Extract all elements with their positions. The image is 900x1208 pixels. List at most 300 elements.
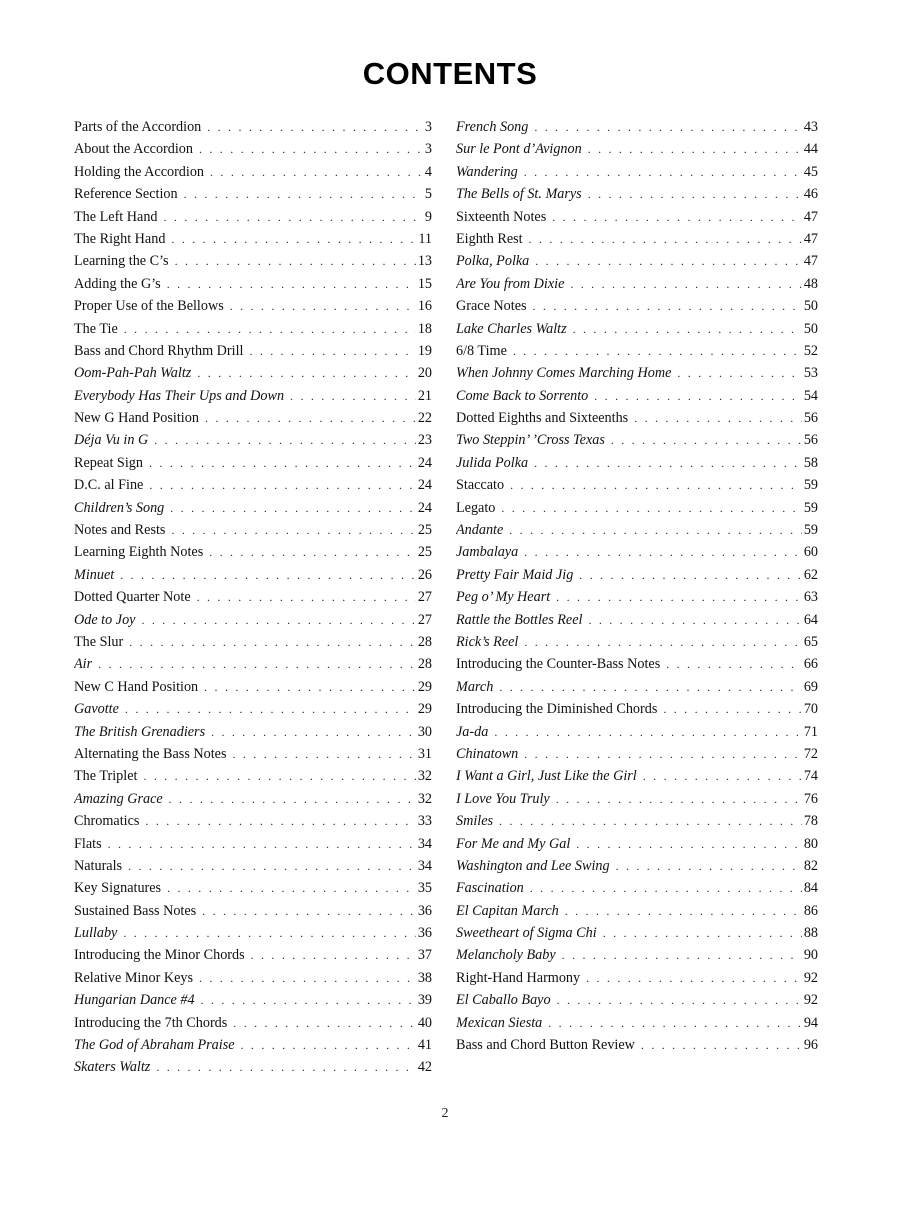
toc-entry-page: 62 (803, 566, 818, 583)
toc-entry-page: 72 (803, 745, 818, 762)
toc-entry-page: 32 (417, 790, 432, 807)
dot-leader (643, 765, 802, 787)
toc-entry-page: 24 (417, 499, 432, 516)
toc-entry-page: 29 (417, 701, 432, 718)
dot-leader (184, 183, 423, 205)
toc-entry (74, 318, 432, 340)
page-number: 2 (441, 1106, 449, 1121)
toc-entry-title: Reference Section (74, 186, 178, 203)
dot-leader (535, 250, 802, 272)
toc-entry (74, 452, 432, 474)
dot-leader (588, 138, 802, 160)
toc-entry-title: Andante (456, 522, 504, 539)
toc-entry-title: Everybody Has Their Ups and Down (74, 387, 285, 404)
toc-entry-title: New C Hand Position (74, 678, 199, 695)
toc-entry (74, 340, 432, 362)
toc-entry-page: 76 (803, 790, 818, 807)
toc-entry (456, 116, 818, 138)
toc-entry-title: Staccato (456, 477, 505, 494)
toc-entry-title: Eighth Rest (456, 230, 523, 247)
dot-leader (557, 989, 802, 1011)
toc-entry-title: Oom-Pah-Pah Waltz (74, 365, 192, 382)
toc-entry (74, 519, 432, 541)
toc-entry (456, 474, 818, 496)
dot-leader (524, 161, 802, 183)
toc-entry-page: 29 (417, 678, 432, 695)
toc-entry (456, 877, 818, 899)
dot-leader (149, 474, 415, 496)
toc-entry-page: 88 (803, 925, 818, 942)
toc-entry-title: Key Signatures (74, 880, 162, 897)
toc-entry (456, 944, 818, 966)
toc-entry-page: 13 (417, 253, 432, 270)
toc-entry-title: D.C. al Fine (74, 477, 144, 494)
dot-leader (634, 407, 802, 429)
toc-entry-page: 36 (417, 902, 432, 919)
toc-entry (456, 183, 818, 205)
toc-entry-title: The Bells of St. Marys (456, 186, 582, 203)
toc-entry-page: 94 (803, 1014, 818, 1031)
toc-entry-title: Sur le Pont d’Avignon (456, 141, 582, 158)
dot-leader (556, 586, 802, 608)
toc-entry-page: 43 (803, 119, 818, 135)
dot-leader (588, 183, 802, 205)
dot-leader (123, 922, 415, 944)
toc-entry-title: Mexican Siesta (456, 1014, 543, 1031)
toc-entry-page: 56 (803, 432, 818, 449)
toc-entry-page: 44 (803, 141, 818, 158)
dot-leader (209, 541, 416, 563)
toc-entry (456, 922, 818, 944)
dot-leader (573, 318, 802, 340)
dot-leader (510, 474, 802, 496)
dot-leader (207, 116, 423, 138)
toc-entry (74, 653, 432, 675)
toc-entry-title: Rick’s Reel (456, 633, 519, 650)
toc-entry-page: 64 (803, 611, 818, 628)
toc-entry-title: Rattle the Bottles Reel (456, 611, 583, 628)
dot-leader (524, 631, 801, 653)
toc-entry (74, 900, 432, 922)
toc-entry-title: Chromatics (74, 813, 140, 830)
toc-entry (456, 228, 818, 250)
dot-leader (677, 362, 801, 384)
toc-entry-title: Notes and Rests (74, 522, 166, 539)
toc-entry (456, 452, 818, 474)
toc-entry (456, 407, 818, 429)
dot-leader (666, 653, 802, 675)
toc-entry (456, 273, 818, 295)
toc-entry-page: 21 (417, 387, 432, 404)
dot-leader (249, 340, 415, 362)
toc-entry (456, 318, 818, 340)
toc-entry-title: Ode to Joy (74, 611, 136, 628)
dot-leader (141, 609, 415, 631)
toc-entry-page: 50 (803, 298, 818, 315)
dot-leader (529, 228, 802, 250)
toc-entry (74, 407, 432, 429)
toc-entry-title: Sixteenth Notes (456, 208, 547, 225)
dot-leader (167, 273, 416, 295)
dot-leader (616, 855, 802, 877)
dot-leader (197, 362, 416, 384)
dot-leader (641, 1034, 802, 1056)
toc-entry (74, 877, 432, 899)
toc-entry-page: 50 (803, 320, 818, 337)
toc-entry (74, 385, 432, 407)
toc-entry-page: 41 (417, 1037, 432, 1054)
toc-entry-title: French Song (456, 119, 529, 135)
dot-leader (233, 1012, 416, 1034)
dot-leader (210, 161, 423, 183)
toc-entry-title: March (456, 678, 494, 695)
toc-entry (456, 250, 818, 272)
toc-entry (74, 765, 432, 787)
dot-leader (149, 452, 416, 474)
toc-entry (456, 609, 818, 631)
toc-entry-title: Jambalaya (456, 544, 519, 561)
page-title: CONTENTS (362, 56, 538, 91)
toc-entry (74, 250, 432, 272)
toc-entry (74, 631, 432, 653)
dot-leader (205, 407, 416, 429)
toc-entry-page: 23 (417, 432, 432, 449)
toc-entry-title: The British Grenadiers (74, 723, 206, 740)
toc-entry (74, 1012, 432, 1034)
toc-entry (74, 810, 432, 832)
toc-entry-page: 20 (417, 365, 432, 382)
dot-leader (199, 138, 423, 160)
toc-entry (456, 810, 818, 832)
toc-entry-page: 69 (803, 678, 818, 695)
toc-entry (74, 497, 432, 519)
toc-entry-page: 30 (417, 723, 432, 740)
toc-entry (74, 833, 432, 855)
toc-entry-title: Gavotte (74, 701, 119, 718)
toc-entry-title: Proper Use of the Bellows (74, 298, 224, 315)
toc-entry-page: 16 (417, 298, 432, 315)
toc-entry (74, 721, 432, 743)
toc-entry (456, 161, 818, 183)
toc-entry-page: 78 (803, 813, 818, 830)
dot-leader (175, 250, 416, 272)
toc-entry (456, 541, 818, 563)
toc-entry (74, 564, 432, 586)
dot-leader (156, 1056, 415, 1078)
toc-entry-title: Amazing Grace (74, 790, 163, 807)
toc-entry (74, 161, 432, 183)
toc-entry (74, 676, 432, 698)
toc-entry (74, 362, 432, 384)
toc-entry (74, 743, 432, 765)
dot-leader (204, 676, 416, 698)
toc-entry-page: 56 (803, 410, 818, 427)
toc-entry (456, 429, 818, 451)
toc-entry-title: Dotted Eighths and Sixteenths (456, 410, 629, 427)
toc-entry-title: For Me and My Gal (456, 835, 571, 852)
toc-entry-title: Polka, Polka (456, 253, 530, 270)
dot-leader (588, 609, 801, 631)
toc-entry (74, 116, 432, 138)
toc-entry-page: 4 (424, 163, 432, 180)
dot-leader (603, 922, 802, 944)
toc-entry (456, 855, 818, 877)
toc-entry-page: 74 (803, 768, 818, 785)
dot-leader (211, 721, 416, 743)
toc-entry-page: 26 (417, 566, 432, 583)
toc-entry-title: Are You from Dixie (456, 275, 565, 292)
toc-entry (74, 1056, 432, 1078)
toc-entry (456, 362, 818, 384)
toc-entry-page: 28 (417, 656, 432, 673)
toc-entry-title: Lullaby (74, 925, 118, 942)
toc-entry-page: 59 (803, 477, 818, 494)
dot-leader (124, 318, 416, 340)
toc-entry-page: 42 (417, 1059, 432, 1076)
toc-entry-page: 66 (803, 656, 818, 673)
toc-entry (456, 788, 818, 810)
toc-entry (74, 922, 432, 944)
toc-entry-page: 47 (803, 230, 818, 247)
toc-entry-page: 80 (803, 835, 818, 852)
toc-entry (74, 295, 432, 317)
toc-entry-page: 31 (417, 745, 432, 762)
toc-entry-page: 28 (417, 633, 432, 650)
dot-leader (197, 586, 416, 608)
toc-entry-title: Chinatown (456, 745, 519, 762)
dot-leader (145, 810, 415, 832)
dot-leader (663, 698, 801, 720)
toc-entry (456, 340, 818, 362)
toc-entry-page: 59 (803, 522, 818, 539)
dot-leader (169, 788, 416, 810)
toc-entry-title: Ja-da (456, 723, 489, 740)
dot-leader (611, 429, 802, 451)
toc-entry-title: El Capitan March (456, 902, 559, 919)
toc-entry-page: 96 (803, 1037, 818, 1054)
toc-entry-page: 47 (803, 253, 818, 270)
toc-entry-page: 52 (803, 342, 818, 359)
dot-leader (170, 497, 416, 519)
toc-entry-title: Learning Eighth Notes (74, 544, 204, 561)
toc-entry-page: 18 (417, 320, 432, 337)
toc-entry (456, 586, 818, 608)
toc-entry-page: 35 (417, 880, 432, 897)
toc-entry (74, 138, 432, 160)
dot-leader (154, 429, 416, 451)
toc-entry-title: Dotted Quarter Note (74, 589, 191, 606)
dot-leader (171, 228, 416, 250)
dot-leader (125, 698, 416, 720)
dot-leader (164, 206, 423, 228)
toc-entry-title: Melancholy Baby (456, 947, 556, 964)
dot-leader (533, 295, 802, 317)
toc-entry-page: 82 (803, 857, 818, 874)
toc-entry-title: I Love You Truly (456, 790, 550, 807)
toc-entry-title: Come Back to Sorrento (456, 387, 589, 404)
toc-entry-page: 39 (417, 992, 432, 1009)
toc-entry-page: 38 (417, 969, 432, 986)
toc-entry (456, 1012, 818, 1034)
dot-leader (241, 1034, 416, 1056)
toc-entry-page: 25 (417, 522, 432, 539)
toc-entry (456, 295, 818, 317)
toc-entry-page: 25 (417, 544, 432, 561)
dot-leader (530, 877, 802, 899)
toc-entry (74, 206, 432, 228)
toc-entry-page: 9 (424, 208, 432, 225)
toc-entry-page: 34 (417, 835, 432, 852)
toc-entry-title: Sustained Bass Notes (74, 902, 197, 919)
toc-entry-title: Learning the C’s (74, 253, 169, 270)
dot-leader (586, 967, 802, 989)
toc-entry-title: Parts of the Accordion (74, 119, 202, 135)
dot-leader (565, 900, 802, 922)
dot-leader (120, 564, 416, 586)
toc-entry-title: Relative Minor Keys (74, 969, 193, 986)
dot-leader (513, 340, 802, 362)
toc-entry-page: 45 (803, 163, 818, 180)
dot-leader (233, 743, 416, 765)
toc-entry-title: New G Hand Position (74, 410, 199, 427)
dot-leader (129, 631, 416, 653)
toc-entry (456, 676, 818, 698)
toc-entry-title: Introducing the Counter-Bass Notes (456, 656, 661, 673)
dot-leader (579, 564, 802, 586)
toc-entry-page: 15 (417, 275, 432, 292)
toc-entry-title: The Triplet (74, 768, 138, 785)
toc-entry-title: Alternating the Bass Notes (74, 745, 227, 762)
toc-entry-title: Adding the G’s (74, 275, 161, 292)
toc-entry-title: Julida Polka (456, 454, 529, 471)
toc-entry-title: Holding the Accordion (74, 163, 205, 180)
dot-leader (199, 967, 416, 989)
toc-entry-title: Smiles (456, 813, 494, 830)
toc-entry-title: Wandering (456, 163, 518, 180)
toc-entry-page: 11 (418, 230, 432, 247)
dot-leader (128, 855, 416, 877)
toc-entry-page: 63 (803, 589, 818, 606)
dot-leader (570, 273, 801, 295)
dot-leader (576, 833, 802, 855)
dot-leader (524, 541, 802, 563)
toc-entry-title: The Right Hand (74, 230, 166, 247)
dot-leader (524, 743, 802, 765)
toc-entry-title: Bass and Chord Rhythm Drill (74, 342, 244, 359)
toc-entry-page: 36 (417, 925, 432, 942)
dot-leader (562, 944, 802, 966)
dot-leader (290, 385, 416, 407)
toc-entry-page: 59 (803, 499, 818, 516)
toc-entry (456, 967, 818, 989)
toc-entry-title: Air (74, 656, 93, 673)
toc-entry-title: Flats (74, 835, 102, 852)
dot-leader (534, 116, 801, 138)
toc-entry-page: 34 (417, 857, 432, 874)
toc-entry-page: 92 (803, 992, 818, 1009)
dot-leader (230, 295, 416, 317)
toc-entry (456, 631, 818, 653)
dot-leader (548, 1012, 802, 1034)
toc-entry-page: 37 (417, 947, 432, 964)
toc-entry-page: 86 (803, 902, 818, 919)
toc-entry-title: Sweetheart of Sigma Chi (456, 925, 597, 942)
toc-entry-page: 70 (803, 701, 818, 718)
toc-entry (456, 138, 818, 160)
toc-entry-page: 32 (417, 768, 432, 785)
toc-entry (456, 721, 818, 743)
toc-entry-title: Repeat Sign (74, 454, 143, 471)
toc-entry (74, 698, 432, 720)
toc-entry (456, 206, 818, 228)
toc-entry-title: Naturals (74, 857, 123, 874)
toc-entry (456, 765, 818, 787)
toc-entry-title: Introducing the Minor Chords (74, 947, 245, 964)
toc-entry-page: 27 (417, 589, 432, 606)
toc-entry-page: 60 (803, 544, 818, 561)
toc-entry-page: 92 (803, 969, 818, 986)
toc-entry-title: Peg o’ My Heart (456, 589, 551, 606)
dot-leader (143, 765, 415, 787)
toc-entry (456, 519, 818, 541)
dot-leader (98, 653, 416, 675)
toc-entry-title: Bass and Chord Button Review (456, 1037, 635, 1054)
dot-leader (509, 519, 802, 541)
dot-leader (167, 877, 416, 899)
toc-entry-page: 90 (803, 947, 818, 964)
toc-entry-page: 3 (424, 141, 432, 158)
toc-entry (74, 273, 432, 295)
toc-left-column (74, 116, 432, 1079)
toc-entry (456, 698, 818, 720)
toc-entry-page: 22 (417, 410, 432, 427)
toc-entry-title: Washington and Lee Swing (456, 857, 610, 874)
toc-entry (456, 497, 818, 519)
toc-entry (456, 653, 818, 675)
toc-right-column (456, 116, 818, 1056)
toc-entry (74, 541, 432, 563)
toc-entry-title: The Slur (74, 633, 124, 650)
toc-entry (74, 788, 432, 810)
dot-leader (552, 206, 802, 228)
toc-entry-title: Legato (456, 499, 496, 516)
toc-entry (74, 855, 432, 877)
dot-leader (501, 497, 801, 519)
toc-entry-page: 33 (417, 813, 432, 830)
toc-entry-page: 5 (424, 186, 432, 203)
toc-entry-title: Right-Hand Harmony (456, 969, 581, 986)
toc-entry-title: I Want a Girl, Just Like the Girl (456, 768, 637, 785)
toc-entry-page: 53 (803, 365, 818, 382)
toc-entry-page: 46 (803, 186, 818, 203)
toc-entry (74, 474, 432, 496)
toc-entry-page: 24 (417, 477, 432, 494)
toc-entry-title: Hungarian Dance #4 (74, 992, 195, 1009)
toc-entry-title: When Johnny Comes Marching Home (456, 365, 672, 382)
toc-entry-title: Two Steppin’ ’Cross Texas (456, 432, 605, 449)
toc-entry (74, 429, 432, 451)
toc-entry-page: 48 (803, 275, 818, 292)
toc-entry-page: 84 (803, 880, 818, 897)
toc-entry-title: The Left Hand (74, 208, 158, 225)
toc-entry (456, 989, 818, 1011)
toc-entry-title: Children’s Song (74, 499, 165, 516)
dot-leader (499, 676, 802, 698)
toc-entry-page: 24 (417, 454, 432, 471)
toc-entry-page: 47 (803, 208, 818, 225)
dot-leader (534, 452, 802, 474)
toc-entry-page: 71 (803, 723, 818, 740)
